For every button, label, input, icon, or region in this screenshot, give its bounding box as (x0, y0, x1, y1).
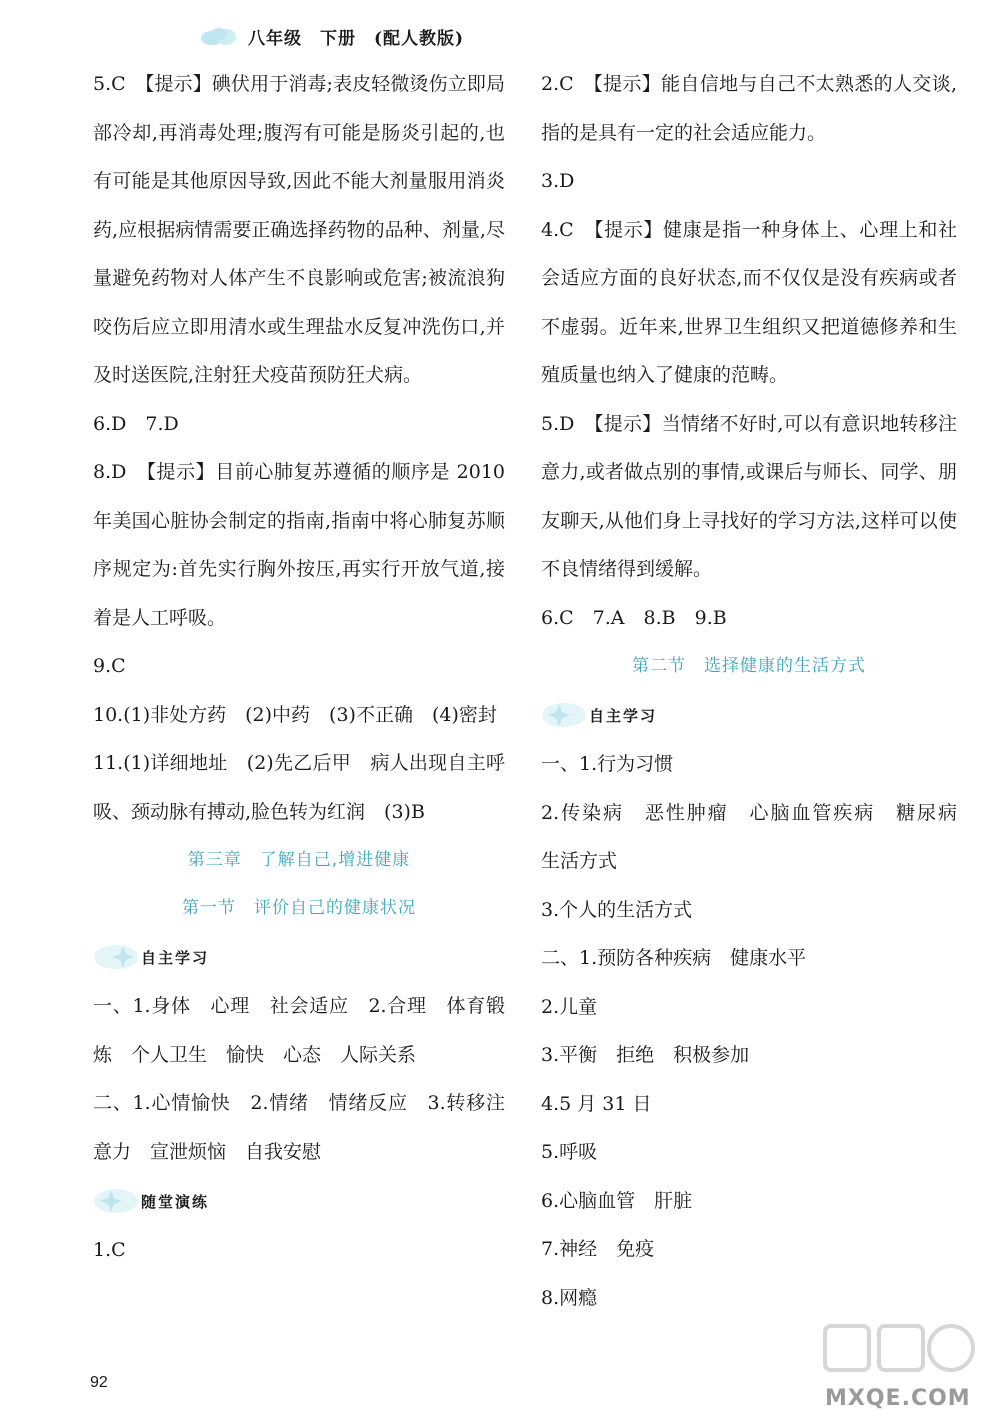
item-b4: 4.5 月 31 日 (541, 1092, 652, 1115)
answer-9: 9.C (93, 655, 126, 677)
cloud-icon (200, 26, 238, 46)
item-a1: 一、1.行为习惯 (541, 753, 674, 775)
item-b5: 5.呼吸 (541, 1141, 598, 1163)
sparkle-icon (541, 700, 587, 730)
answer-6-7: 6.D 7.D (93, 412, 179, 435)
item-a2: 2.传染病 恶性肿瘤 心脑血管疾病 糖尿病 生活方式 (541, 801, 977, 872)
answer-10: 10.(1)非处方药 (2)中药 (3)不正确 (4)密封 (93, 703, 497, 726)
practice-5: 5.D 【提示】当情绪不好时,可以有意识地转移注意力,或者做点别的事情,或课后与师长、同学、朋友聊天,从他们身上寻找好的学习方法,这样可以使不良情绪得到缓解。 (541, 412, 957, 580)
practice-1: 1.C (93, 1239, 126, 1261)
section-title: 第一节 评价自己的健康状况 (182, 898, 416, 918)
self-study-label-2 (541, 690, 957, 740)
section-title-2: 第二节 选择健康的生活方式 (632, 656, 866, 676)
sparkle-icon (93, 942, 139, 972)
page-header (200, 22, 464, 50)
practice-4: 4.C 【提示】健康是指一种身体上、心理上和社会适应方面的良好状态,而不仅仅是没有疾病或者不虚弱。近年来,世界卫生组织又把道德修养和生殖质量也纳入了健康的范畴。 (541, 218, 957, 386)
self-study-label (93, 932, 505, 982)
right-column (541, 60, 977, 1322)
header-title: 八年级 下册 (配人教版) (248, 28, 465, 49)
answer-8: 8.D 【提示】目前心肺复苏遵循的顺序是 2010 年美国心脏协会制定的指南,指南中将心肺复苏顺序规定为:首先实行胸外按压,再实行开放气道,接着是人工呼吸。 (93, 461, 505, 629)
self-study-text-2: 自主学习 (589, 706, 658, 725)
item-b8: 8.网瘾 (541, 1286, 598, 1309)
item-b6: 6.心脑血管 肝脏 (541, 1189, 693, 1212)
practice-label (93, 1176, 505, 1226)
practice-6-9: 6.C 7.A 8.B 9.B (541, 606, 727, 629)
item-b3: 3.平衡 拒绝 积极参加 (541, 1044, 750, 1066)
chapter-title: 第三章 了解自己,增进健康 (187, 850, 411, 870)
item-b2: 2.儿童 (541, 995, 598, 1018)
practice-text: 随堂演练 (141, 1192, 210, 1211)
item-b1: 二、1.预防各种疾病 健康水平 (541, 947, 807, 969)
left-column (93, 60, 505, 1275)
item-a3: 3.个人的生活方式 (541, 898, 693, 921)
self-study-1: 一、1.身体 心理 社会适应 2.合理 体育锻炼 个人卫生 愉快 心态 人际关系 (93, 995, 505, 1066)
self-study-2: 二、1.心情愉快 2.情绪 情绪反应 3.转移注意力 宣泄烦恼 自我安慰 (93, 1092, 505, 1163)
answer-11: 11.(1)详细地址 (2)先乙后甲 病人出现自主呼吸、颈动脉有搏动,脸色转为红润 (3)B (93, 752, 505, 823)
answer-5: 5.C 【提示】碘伏用于消毒;表皮轻微烫伤立即局部冷却,再消毒处理;腹泻有可能是肠炎引起的,也有可能是其他原因导致,因此不能大剂量服用消炎药,应根据病情需要正确选择药物的品种、剂量,尽量避免药物对人体产生不良影响或危害;被流浪狗咬伤后应立即用清水或生理盐水反复冲洗伤口,并及时送医院,注射狂犬疫苗预防狂犬病。 (93, 73, 505, 386)
item-b7: 7.神经 免疫 (541, 1238, 655, 1260)
page-number: 92 (90, 1374, 108, 1391)
sparkle-icon (93, 1186, 139, 1216)
self-study-text: 自主学习 (141, 948, 210, 967)
practice-3: 3.D (541, 170, 575, 192)
watermark-text: MXQE.COM (825, 1386, 971, 1411)
practice-2: 2.C 【提示】能自信地与自己不太熟悉的人交谈,指的是具有一定的社会适应能力。 (541, 73, 957, 144)
